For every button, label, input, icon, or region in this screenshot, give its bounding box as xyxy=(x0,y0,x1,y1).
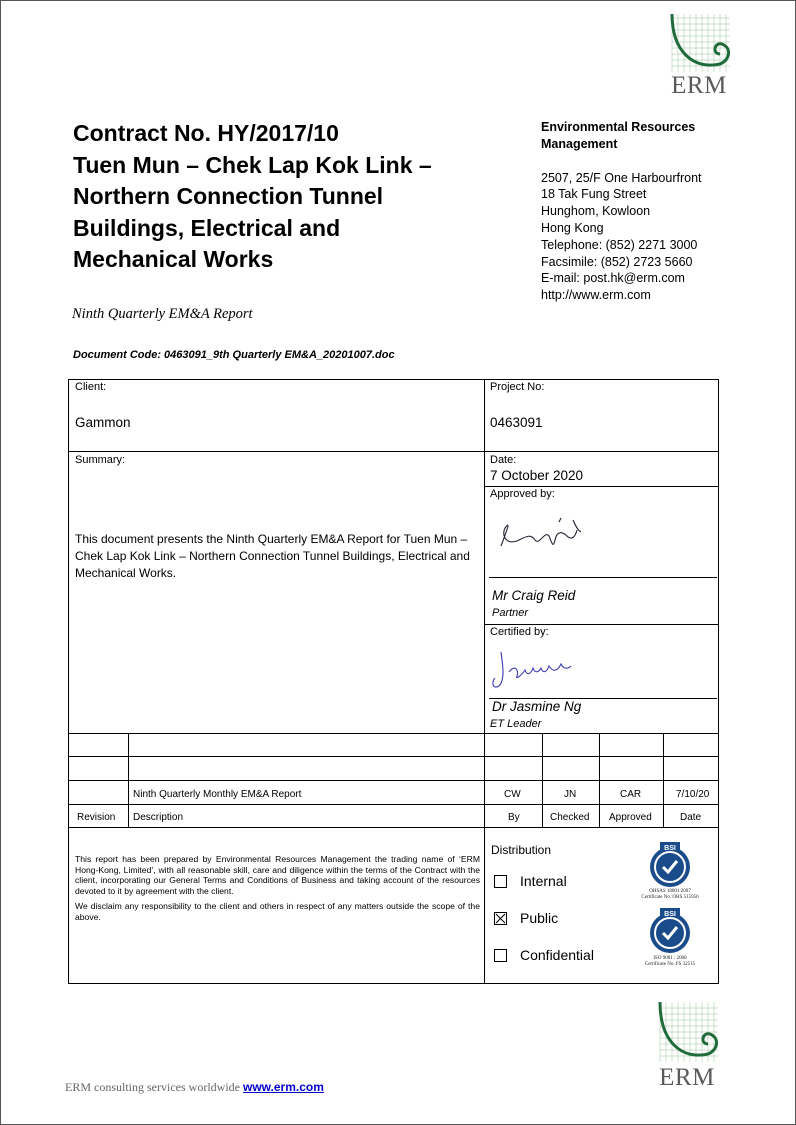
public-checkbox[interactable] xyxy=(494,912,507,925)
page-title xyxy=(73,118,493,276)
header-checked: Checked xyxy=(550,812,590,823)
title-line: Mechanical Works xyxy=(73,246,274,272)
divider xyxy=(69,451,719,452)
summary-label: Summary: xyxy=(75,454,126,466)
address-line: Hunghom, Kowloon xyxy=(541,204,651,219)
website: http://www.erm.com xyxy=(541,288,651,303)
project-label: Project No: xyxy=(490,381,545,393)
project-value: 0463091 xyxy=(490,415,543,430)
summary-text: This document presents the Ninth Quarterly EM&A Report for Tuen Mun – Chek Lap Kok Link – Northern Connection Tunnel Buildings, Electrical and Mechanical Works. xyxy=(75,532,470,580)
title-line: Buildings, Electrical and xyxy=(73,214,341,241)
divider xyxy=(69,780,719,781)
header-description: Description xyxy=(133,812,184,823)
company-address xyxy=(541,119,771,304)
confidential-label: Confidential xyxy=(520,947,594,963)
cert-number: Certificate No. OHS 515956 xyxy=(641,895,699,900)
approver-title: Partner xyxy=(492,607,529,619)
erm-logo xyxy=(652,1000,722,1092)
public-label: Public xyxy=(520,910,559,926)
divider xyxy=(69,827,719,828)
document-control-form xyxy=(68,379,719,984)
header-by: By xyxy=(508,812,520,823)
header-approved: Approved xyxy=(609,812,652,823)
divider xyxy=(484,624,719,625)
email: E-mail: post.hk@erm.com xyxy=(541,271,685,286)
certified-by-label: Certified by: xyxy=(490,626,549,638)
revision-checked: JN xyxy=(564,789,577,800)
client-value: Gammon xyxy=(75,415,131,430)
certifier-name: Dr Jasmine Ng xyxy=(492,699,582,714)
erm-logo xyxy=(664,12,734,100)
footer-text: ERM consulting services worldwide xyxy=(65,1080,243,1094)
header-date: Date xyxy=(680,812,702,823)
date-label: Date: xyxy=(490,454,517,466)
checkmark-x-icon xyxy=(495,913,506,924)
revision-by: CW xyxy=(504,789,521,800)
cert-standard: OHSAS 18001:2007 xyxy=(649,889,691,894)
divider xyxy=(484,486,719,487)
erm-wordmark: ERM xyxy=(659,1064,715,1091)
client-label: Client: xyxy=(75,381,107,393)
divider xyxy=(69,756,719,757)
bsi-badge-text: BSI xyxy=(664,845,676,852)
divider xyxy=(69,804,719,805)
erm-fern-graphic xyxy=(664,12,734,74)
header-revision: Revision xyxy=(77,812,116,823)
approved-by-label: Approved by: xyxy=(490,488,555,500)
bsi-certification-icon xyxy=(647,908,693,954)
disclaimer xyxy=(75,854,480,928)
divider xyxy=(663,733,664,827)
revision-date: 7/10/20 xyxy=(676,789,710,800)
cert-number: Certificate No. FS 32515 xyxy=(644,962,696,967)
cert-standard: ISO 9001 : 2008 xyxy=(653,956,687,961)
date-value: 7 October 2020 xyxy=(490,468,584,483)
bsi-certification-icon xyxy=(647,842,693,888)
address-line: 2507, 25/F One Harbourfront xyxy=(541,170,702,185)
signature-line xyxy=(489,577,717,578)
approver-signature xyxy=(497,510,587,555)
facsimile: Facsimile: (852) 2723 5660 xyxy=(541,254,693,269)
revision-description: Ninth Quarterly Monthly EM&A Report xyxy=(133,789,302,800)
certifier-signature xyxy=(489,646,579,696)
bsi-caption xyxy=(630,889,710,901)
footer xyxy=(65,1080,324,1095)
disclaimer-paragraph: This report has been prepared by Environmental Resources Management the trading name of ‘ERM Hong-Kong, Limited’, with all reasonable skill, care and diligence within the terms of the Contract with the client, incorporating our General Terms and Conditions of Business and taking account of the resources devoted to it by agreement with the client. xyxy=(75,854,480,896)
footer-link[interactable]: www.erm.com xyxy=(242,1080,324,1094)
bsi-badge-text: BSI xyxy=(664,911,676,918)
confidential-checkbox[interactable] xyxy=(494,949,507,962)
divider xyxy=(599,733,600,827)
title-line: Tuen Mun – Chek Lap Kok Link – xyxy=(73,151,432,178)
internal-label: Internal xyxy=(520,873,567,889)
address-line: Hong Kong xyxy=(541,220,604,235)
divider xyxy=(69,733,719,734)
certifier-title: ET Leader xyxy=(490,718,542,730)
disclaimer-paragraph: We disclaim any responsibility to the client and others in respect of any matters outside the scope of the above. xyxy=(75,901,480,922)
approver-name: Mr Craig Reid xyxy=(492,588,576,603)
erm-wordmark: ERM xyxy=(671,72,727,99)
divider xyxy=(128,733,129,827)
title-line: Northern Connection Tunnel xyxy=(73,183,384,209)
bsi-caption xyxy=(630,956,710,968)
document-code: Document Code: 0463091_9th Quarterly EM&A_20201007.doc xyxy=(73,349,395,361)
title-line: Contract No. HY/2017/10 xyxy=(73,120,339,146)
telephone: Telephone: (852) 2271 3000 xyxy=(541,237,698,252)
internal-checkbox[interactable] xyxy=(494,875,507,888)
divider xyxy=(484,380,485,984)
company-name: Environmental Resources Management xyxy=(541,120,696,151)
distribution-label: Distribution xyxy=(491,843,552,857)
revision-approved: CAR xyxy=(620,789,642,800)
address-line: 18 Tak Fung Street xyxy=(541,187,647,202)
erm-fern-graphic xyxy=(652,1000,722,1064)
report-subtitle: Ninth Quarterly EM&A Report xyxy=(72,306,253,322)
divider xyxy=(542,733,543,827)
